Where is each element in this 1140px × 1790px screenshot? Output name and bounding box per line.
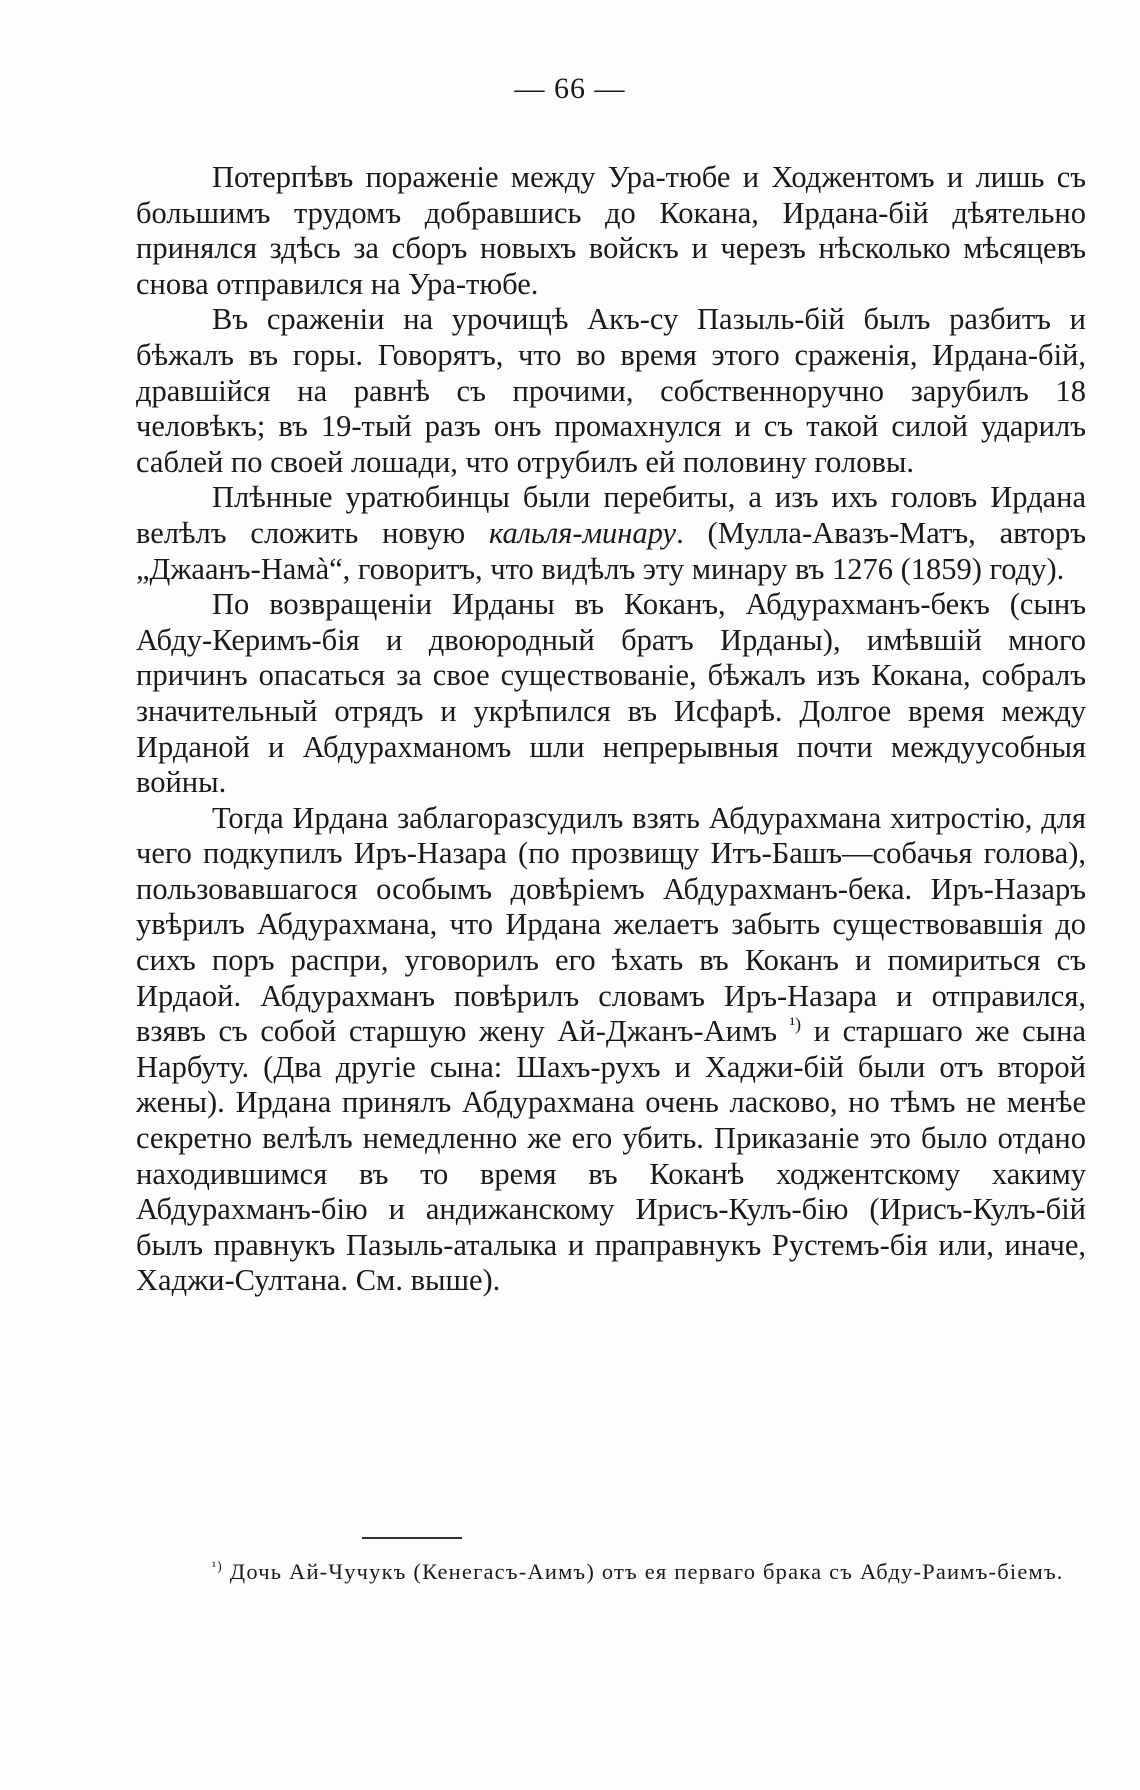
- paragraph-4: По возвращеніи Ирданы въ Коканъ, Абдурахманъ-бекъ (сынъ Абду-Керимъ-бія и двоюродный братъ Ирданы), имѣвшій много причинъ опасаться за свое существованіе, бѣжалъ изъ Кокана, собралъ значительный отрядъ и укрѣпился въ Исфарѣ. Долгое время между Ирданой и Абдурахманомъ шли непрерывныя почти междуусобныя войны.: [136, 587, 1086, 800]
- paragraph-3-text-end: . (Мулла-Авазъ-Матъ, авторъ „Джаанъ-Намà“, говоритъ, что видѣлъ эту минару въ 1276 (1859) году).: [136, 515, 1086, 586]
- paragraph-1: Потерпѣвъ пораженіе между Ура-тюбе и Ходжентомъ и лишь съ большимъ трудомъ добравшись до Кокана, Ирдана-бій дѣятельно принялся здѣсь за сборъ новыхъ войскъ и черезъ нѣсколько мѣсяцевъ снова отправился на Ура-тюбе.: [136, 160, 1086, 301]
- paragraph-3: [136, 480, 1086, 587]
- paragraph-5: [136, 801, 1086, 1299]
- main-text: [136, 160, 1086, 1299]
- paragraph-5-text-start: Тогда Ирдана заблагоразсудилъ взять Абдурахмана хитростію, для чего подкупилъ Иръ-Назара (по прозвищу Итъ-Башъ—собачья голова), пользовавшагося особымъ довѣріемъ Абдурахманъ-бека. Иръ-Назаръ увѣрилъ Абдурахмана, что Ирдана желаетъ забыть существовавшія до сихъ поръ распри, уговорилъ его ѣхать въ Коканъ и помириться съ Ирдаой. Абдурахманъ повѣрилъ словамъ Иръ-Назара и отправился, взявъ съ собой старшую жену Ай-Джанъ-Аимъ: [136, 800, 1086, 1049]
- paragraph-3-italic-term: кальля-минару: [489, 515, 677, 550]
- footnote-text: Дочь Ай-Чучукъ (Кенегасъ-Аимъ) отъ ея перваго брака съ Абду-Раимъ-біемъ.: [222, 1559, 1064, 1584]
- paragraph-3-text-start: Плѣнные уратюбинцы были перебиты, а изъ ихъ головъ Ирдана велѣлъ сложить новую: [136, 480, 1086, 550]
- footnote-1: [136, 1555, 1086, 1589]
- footnote-marker: ¹): [212, 1558, 223, 1574]
- page-number: — 66 —: [514, 72, 626, 105]
- footnote-block: [136, 1555, 1086, 1589]
- paragraph-2: Въ сраженіи на урочищѣ Акъ-су Пазыль-бій былъ разбитъ и бѣжалъ въ горы. Говорятъ, что во время этого сраженія, Ирдана-бій, дравшійся на равнѣ съ прочими, собственноручно зарубилъ 18 человѣкъ; въ 19-тый разъ онъ промахнулся и съ такой силой ударилъ саблей по своей лошади, что отрубилъ ей половину головы.: [136, 302, 1086, 479]
- footnote-divider: [362, 1537, 462, 1539]
- paragraph-5-text-end: и старшаго же сына Нарбуту. (Два другіе сына: Шахъ-рухъ и Хаджи-бій были отъ второй жены). Ирдана принялъ Абдурахмана очень ласково, но тѣмъ не менѣе секретно велѣлъ немедленно же его убить. Приказаніе это было отдано находившимся въ то время въ Коканѣ ходжентскому хакиму Абдурахманъ-бію и андижанскому Ирисъ-Кулъ-бію (Ирисъ-Кулъ-бій былъ правнукъ Пазыль-аталыка и праправнукъ Рустемъ-бія или, иначе, Хаджи-Султана. См. выше).: [136, 1014, 1087, 1298]
- footnote-reference: ¹): [789, 1014, 802, 1035]
